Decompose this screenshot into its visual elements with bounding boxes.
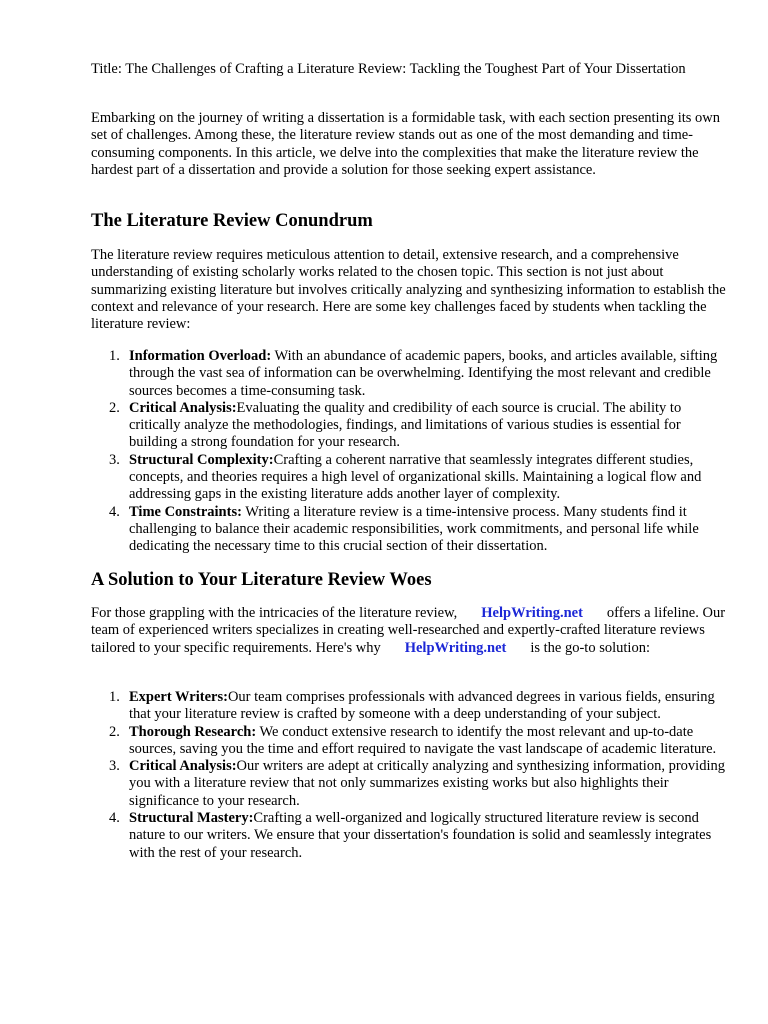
section2-text-part1: For those grappling with the intricacies of the literature review, (91, 605, 458, 621)
intro-paragraph: Embarking on the journey of writing a dissertation is a formidable task, with each section presenting its own set of challenges. Among these, the literature review stands out as one of the most demanding and time-consuming components. In this article, we delve into the complexities that make the literature review the hardest part of a dissertation and provide a solution for those seeking expert assistance. (91, 110, 720, 178)
list-number: 1. (109, 689, 120, 705)
list-item-text: Writing a literature review is a time-intensive process. Many students find it challenging to balance their academic responsibilities, work commitments, and personal life while dedicating the necessary time to this crucial section of their dissertation. (129, 503, 699, 555)
list-item (91, 758, 727, 810)
section1-paragraph: The literature review requires meticulous attention to detail, extensive research, and a comprehensive understanding of existing scholarly works related to the chosen topic. This section is not just about summarizing existing literature but involves critically analyzing and synthesizing information to establish the context and relevance of your research. Here are some key challenges faced by students when tackling the literature review: (91, 247, 726, 333)
list-number: 2. (109, 399, 120, 416)
helpwriting-link[interactable]: HelpWriting.net (481, 605, 583, 621)
challenges-list (91, 348, 727, 556)
list-number: 4. (109, 503, 120, 520)
list-item-term: Expert Writers: (129, 689, 228, 705)
section2-text-part3: is the go-to solution: (530, 639, 650, 656)
list-item (91, 400, 727, 452)
list-item (91, 810, 727, 862)
list-item-text: Our writers are adept at critically analyzing and synthesizing information, providing you with a literature review that not only summarizes existing works but also highlights their significance to your research. (129, 758, 725, 809)
list-item-term: Structural Mastery: (129, 810, 254, 827)
list-number: 4. (109, 810, 120, 827)
list-number: 1. (109, 348, 120, 364)
list-number: 3. (109, 758, 120, 775)
section2-paragraph (91, 605, 727, 657)
list-item (91, 504, 727, 556)
list-item-term: Information Overload: (129, 348, 272, 364)
list-item-term: Critical Analysis: (129, 758, 237, 775)
list-item (91, 689, 727, 724)
section1-heading: The Literature Review Conundrum (91, 211, 373, 231)
list-number: 3. (109, 451, 120, 468)
list-item-term: Critical Analysis: (129, 399, 237, 416)
list-item-text: With an abundance of academic papers, books, and articles available, sifting through the vast sea of information can be overwhelming. Identifying the most relevant and credible sources becomes a time-consuming task. (129, 348, 718, 399)
helpwriting-link[interactable]: HelpWriting.net (404, 639, 507, 656)
list-number: 2. (109, 723, 120, 740)
list-item-term: Time Constraints: (129, 503, 242, 520)
list-item-text: Crafting a coherent narrative that seamlessly integrates different studies, concepts, and theories requires a high level of organizational skills. Maintaining a logical flow and addressing gaps in the existing literature adds another layer of complexity. (129, 451, 702, 503)
section2-heading: A Solution to Your Literature Review Woes (91, 570, 432, 590)
list-item-text: Evaluating the quality and credibility of each source is crucial. The ability to critically analyze the methodologies, findings, and limitations of various studies is essential for building a strong foundation for your research. (129, 399, 682, 451)
document-title-line: Title: The Challenges of Crafting a Literature Review: Tackling the Toughest Part of Your Dissertation (91, 61, 686, 77)
list-item-term: Thorough Research: (129, 723, 257, 740)
list-item-text: Crafting a well-organized and logically structured literature review is second nature to our writers. We ensure that your dissertation's foundation is solid and seamlessly integrates with the rest of your research. (129, 810, 712, 861)
solution-list (91, 689, 727, 862)
list-item (91, 452, 727, 504)
list-item (91, 724, 727, 759)
list-item-term: Structural Complexity: (129, 451, 274, 468)
list-item-text: We conduct extensive research to identify the most relevant and up-to-date sources, saving you the time and effort required to navigate the vast landscape of academic literature. (129, 723, 717, 757)
section2-text-part2: offers a lifeline. Our team of experienced writers specializes in creating well-researched and expertly-crafted literature reviews tailored to your specific requirements. Here's why (91, 605, 726, 656)
list-item-text: Our team comprises professionals with advanced degrees in various fields, ensuring that your literature review is crafted by someone with a deep understanding of your subject. (129, 689, 715, 723)
list-item (91, 348, 727, 400)
